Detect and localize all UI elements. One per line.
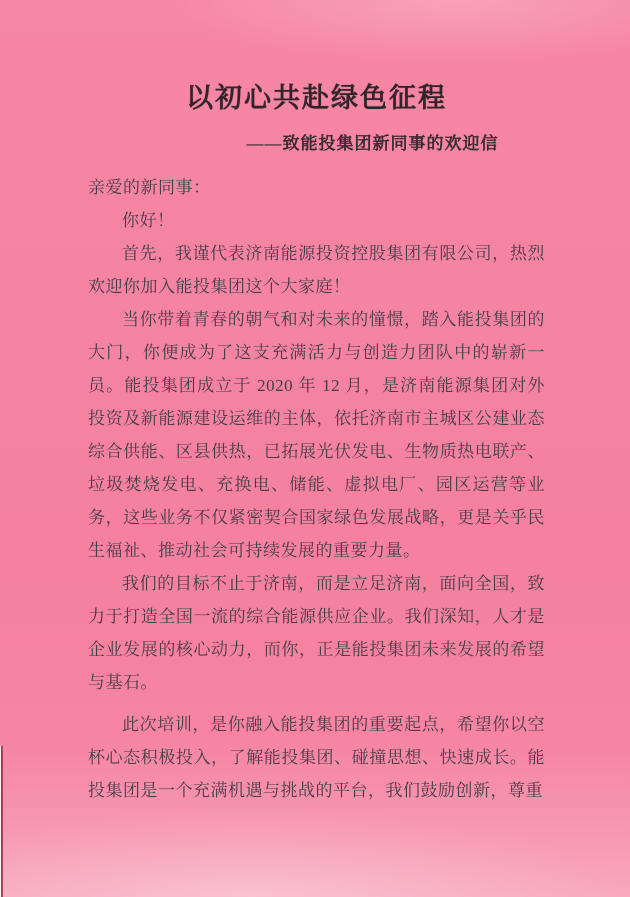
letter-paragraph: 我们的目标不止于济南，而是立足济南，面向全国，致力于打造全国一流的综合能源供应企业。我们深知，人才是企业发展的核心动力，而你，正是能投集团未来发展的希望与基石。 bbox=[88, 574, 545, 692]
letter-paragraph: 此次培训，是你融入能投集团的重要起点，希望你以空杯心态积极投入，了解能投集团、碰撞思想、快速成长。能投集团是一个充满机遇与挑战的平台，我们鼓励创新，尊重 bbox=[88, 715, 545, 800]
letter-salutation: 亲爱的新同事： bbox=[88, 178, 211, 197]
letter-title: 以初心共赴绿色征程 bbox=[186, 83, 447, 113]
letter-paragraph: 首先，我谨代表济南能源投资控股集团有限公司，热烈欢迎你加入能投集团这个大家庭！ bbox=[88, 244, 545, 296]
letter-subtitle: ——致能投集团新同事的欢迎信 bbox=[246, 134, 499, 153]
letter-body bbox=[88, 171, 545, 807]
letter-paragraph: 你好！ bbox=[122, 211, 175, 230]
letter-paragraph: 当你带着青春的朝气和对未来的憧憬，踏入能投集团的大门，你便成为了这支充满活力与创造力团队中的崭新一员。能投集团成立于 2020 年 12 月，是济南能源集团对外投资及新能源建设运维的主体，依托济南市主城区公建业态综合供能、区县供热，已拓展光伏发电、生物质热电联产、垃圾焚烧发电、充换电、储能、虚拟电厂、园区运营等业务，这些业务不仅紧密契合国家绿色发展战略，更是关乎民生福祉、推动社会可持续发展的重要力量。 bbox=[88, 310, 545, 560]
